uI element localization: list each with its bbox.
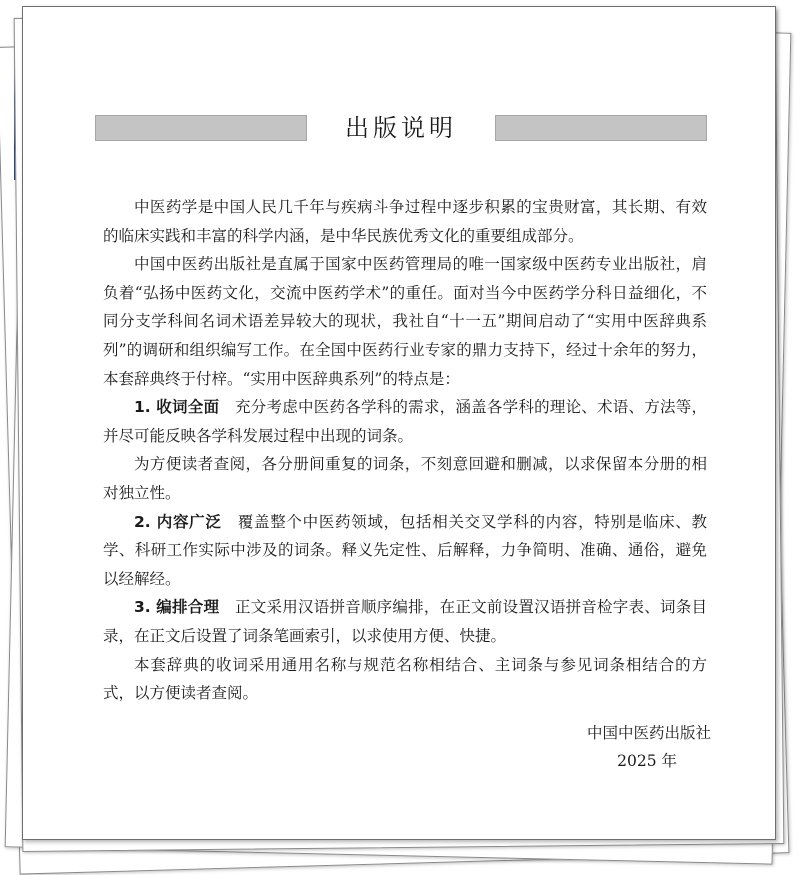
title-row — [95, 109, 707, 147]
paragraph-text: 本套辞典的收词采用通用名称与规范名称相结合、主词条与参见词条相结合的方式，以方便读者查阅。 — [103, 655, 707, 703]
paragraph-text: 充分考虑中医药各学科的需求，涵盖各学科的理论、术语、方法等，并尽可能反映各学科发展过程中出现的词条。 — [103, 398, 707, 445]
paragraph — [103, 593, 707, 650]
paragraph-text: 中医药学是中国人民几千年与疾病斗争过程中逐步积累的宝贵财富，其长期、有效的临床实践和丰富的科学内涵，是中华民族优秀文化的重要组成部分。 — [103, 198, 707, 245]
paragraph-text: 中国中医药出版社是直属于国家中医药管理局的唯一国家级中医药专业出版社，肩负着“弘扬中医药文化，交流中医药学术”的重任。面对当今中医药学分科日益细化，不同分支学科间名词术语差异较大的现状，我社自“十一五”期间启动了“实用中医辞典系列”的调研和组织编写工作。在全国中医药行业专家的鼎力支持下，经过十余年的努力，本套辞典终于付梓。“实用中医辞典系列”的特点是： — [103, 255, 707, 388]
feature-heading: 3. 编排合理 — [134, 598, 220, 617]
paragraph — [103, 250, 707, 393]
title-decor-bar-left — [95, 115, 307, 141]
paragraph — [103, 450, 707, 507]
paragraph — [103, 651, 707, 708]
paragraph-text: 覆盖整个中医药领域，包括相关交叉学科的内容，特别是临床、教学、科研工作实际中涉及的词条。释义先定性、后解释，力争简明、准确、通俗，避免以经解经。 — [103, 512, 707, 588]
body-text — [103, 193, 707, 708]
publication-year: 2025 年 — [617, 752, 677, 770]
feature-heading: 1. 收词全面 — [134, 398, 220, 417]
publisher-name: 中国中医药出版社 — [586, 724, 711, 742]
paragraph-text: 为方便读者查阅，各分册间重复的词条，不刻意回避和删减，以求保留本分册的相对独立性。 — [103, 455, 707, 502]
signature-block — [587, 719, 711, 775]
page-title: 出版说明 — [345, 114, 457, 142]
paragraph-text: 正文采用汉语拼音顺序编排，在正文前设置汉语拼音检字表、词条目录，在正文后设置了词条笔画索引，以求使用方便、快捷。 — [103, 598, 707, 645]
document-page — [22, 6, 776, 840]
paragraph — [103, 508, 707, 594]
title-decor-bar-right — [495, 115, 707, 141]
feature-heading: 2. 内容广泛 — [134, 512, 222, 531]
paragraph — [103, 193, 707, 250]
paragraph — [103, 393, 707, 450]
